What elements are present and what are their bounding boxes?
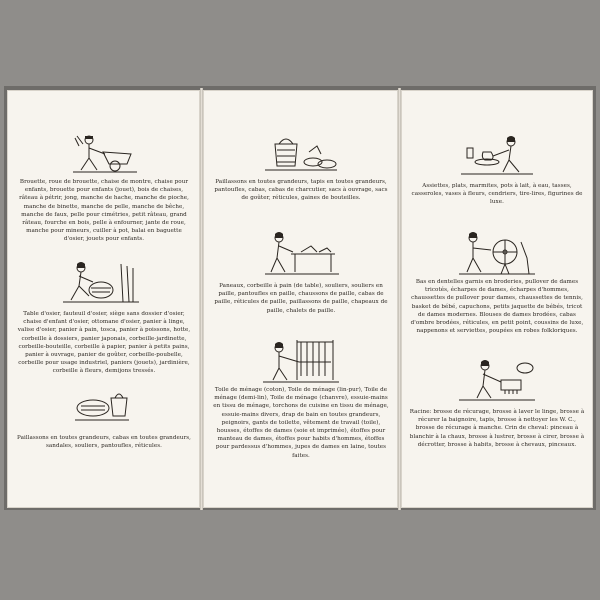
panel-2-text-3: Toile de ménage (coton), Toile de ménage (lin-pur), Toile de ménage (demi-lin), Toile de ménage (chanvre), essuie-mains en tissu de ménage, torchons de cuisine en tissu de ménage, essuie-mains divers, drap de bain en toutes grandeurs, peignoirs, gants de toilette, vêtement de travail (toile), housses, étoffes de dames (soie et imprimée), étoffes pour manteau de dames, étoffes pour habits d'hommes, étoffes pour pardessus d'hommes, jupes de dames en laine, toutes faites.: [213, 387, 389, 459]
woven-mat-and-bag-illustration: [71, 388, 131, 422]
panel-1-text-1: Brouette, roue de brouette, chaise de montre, chaise pour enfants, brouette pour enfants (jouet), bois de chaises, râteau à pétrir, jong, manche de hache, manche de pioche, manche de binette, manche de pelle, manche de bêche, manche de faux, pelle pour cimétries, petit râteau, grand râteau, fourche en bois, pelle à enfourner, jante de roue, manche pour mineurs, cuiller à pot, balai en baguette d'osier, jouets pour enfants.: [19, 179, 189, 243]
panel-3-text-1: Assiettes, plats, marmites, pots à lait, à eau, tasses, casseroles, vases à fleurs, cendriers, tire-lires, figurines de luxe.: [411, 183, 583, 206]
woman-at-shoe-table-illustration: [261, 230, 341, 276]
basket-weavers-illustration: [59, 260, 143, 306]
brochure-panel-3: [401, 90, 593, 508]
panel-1-text-2: Table d'osier, fauteuil d'osier, siège sans dossier d'osier, chaise d'enfant d'osier, ottomane d'osier, panier à linge, valise d'osier, panier à pain, tosca, panier à poissons, hotte, corbeille à dossiers, panier japonais, corbeille-jardinette, corbeille-bouteille, corbeille à papier, panier à petits pains, panier à ouvrage, panier de goûter, corbeille-poubelle, corbeille pour usage industriel, paniers (jouets), jardinière, corbeille à fleurs, demijons tressés.: [17, 311, 191, 375]
woman-spinning-yarn-illustration: [457, 230, 537, 276]
potter-at-wheel-illustration: [457, 134, 537, 176]
brochure-panel-2: [203, 90, 398, 508]
panel-1-text-3: Paillassons en toutes grandeurs, cabas en toutes grandeurs, sandales, souliers, pantoufles, réticules.: [17, 435, 191, 450]
fold-line-left: [200, 88, 203, 510]
weaver-at-loom-illustration: [261, 336, 341, 384]
straw-bag-and-pantoufles-illustration: [261, 132, 341, 174]
brochure-panel-1: [7, 90, 200, 508]
panel-2-text-1: Paillassons en toutes grandeurs, tapis en toutes grandeurs, pantoufles, cabas, cabas de charcutier, sacs à ouvrage, sacs de goûter, réticules, gaines de bouteilles.: [214, 179, 388, 202]
brush-maker-illustration: [457, 356, 537, 402]
panel-3-text-2: Bas en dentelles garnis en broderies, pullover de dames tricotés, écharpes de dames, écharpes d'hommes, chaussettes de pullover pour dames, chaussettes de tennis, basket de bébé, capuchons, petits jaquette de bébés, tricot de dames modernes. Blouses de dames brodées, cabas d'ombre brodées, réticules, en petit point, coussins de luxe, nappenons et serviettes, poupées en robes folkloriques.: [410, 279, 584, 335]
panel-2-text-2: Paneaux, corbeille à pain (de table), souliers, souliers en paille, pantoufles en paille, chaussons de paille, cabas de paille, réticules de paille, paillassons de paille, chapeaux de paille, chalets de paille.: [214, 283, 388, 314]
panel-3-text-3: Racine: brosse de récurage, brosse à laver le linge, brosse à récurer la baignoire, tapis, brosse à nettoyer les W. C., brosse de récurage à manche. Crin de cheval: pinceau à blanchir à la chaux, brosse à lustrer, brosse à cirer, brosse à décrotter, brosse à habits, brosse à chevaux, pinceaux.: [409, 409, 585, 448]
man-with-wheelbarrow-illustration: [65, 132, 143, 176]
fold-line-right: [398, 88, 401, 510]
